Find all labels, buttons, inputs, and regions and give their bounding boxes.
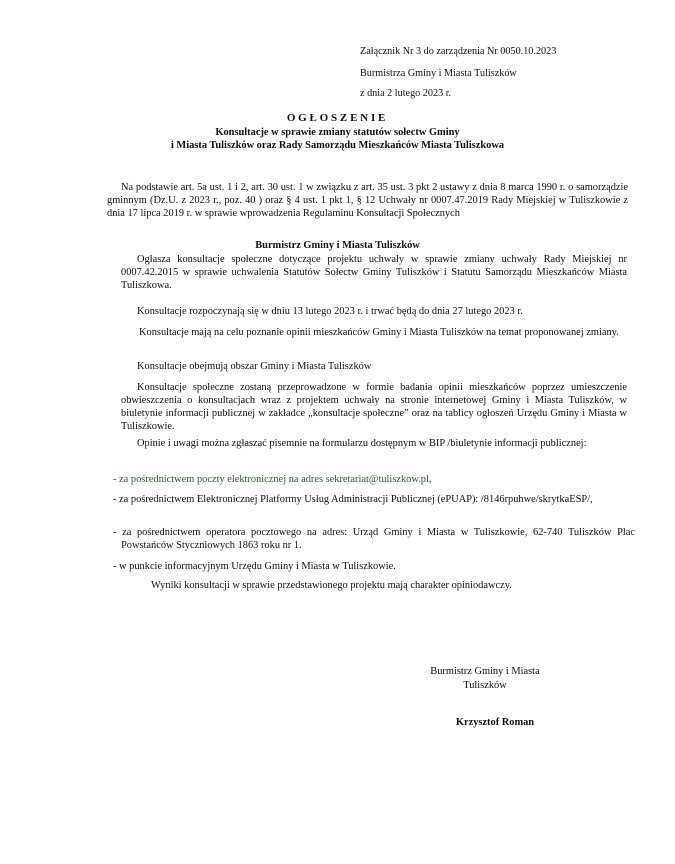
issuer-heading: Burmistrz Gminy i Miasta Tuliszków [255,240,420,251]
signature-name: Krzysztof Roman [455,717,535,728]
paragraph-submission: Opinie i uwagi można zgłaszać pisemnie na formularzu dostępnym w BIP /biuletynie informacji publicznej: [137,438,587,449]
signature-place: Tuliszków [463,680,507,691]
paragraph-area: Konsultacje obejmują obszar Gminy i Miasta Tuliszków [137,361,372,372]
paragraph-announcement: Ogłasza konsultacje społeczne dotyczące projektu uchwały w sprawie zmiany uchwały Rady Miejskiej nr 0007.42.2015 w sprawie uchwalenia Statutów Sołectw Gminy Tuliszków i Statutu Samorządu Mieszkańców Miasta Tuliszkowa. [121,254,627,291]
list-item-post: - za pośrednictwem operatora pocztowego na adres: Urząd Gminy i Miasta w Tuliszkowie, 62-740 Tuliszków Plac Powstańców Styczniowych 1863 roku nr 1. [113,527,635,551]
header-line-2: Burmistrza Gminy i Miasta Tuliszków [360,68,517,79]
subtitle-line-1: Konsultacje w sprawie zmiany statutów sołectw Gminy [215,127,460,138]
legal-basis-text: Na podstawie art. 5a ust. 1 i 2, art. 30 ust. 1 w związku z art. 35 ust. 3 pkt 2 ustawy z dnia 8 marca 1990 r. o samorządzie gminnym (Dz.U. z 2023 r., poz. 40 ) oraz § 4 ust. 1 pkt 1, § 12 Uchwały nr 0007.47.2019 Rady Miejskiej w Tuliszkowie z dnia 17 lipca 2019 r. w sprawie wprowadzenia Regulaminu Konsultacji Społecznych [107,182,628,219]
paragraph-dates: Konsultacje rozpoczynają się w dniu 13 lutego 2023 r. i trwać będą do dnia 27 lutego 2023 r. [137,306,523,317]
signature-title: Burmistrz Gminy i Miasta [430,666,540,677]
list-item-email: - za pośrednictwem poczty elektronicznej na adres sekretariat@tuliszkow.pl, [113,474,432,485]
paragraph-purpose: Konsultacje mają na celu poznanie opinii mieszkańców Gminy i Miasta Tuliszków na temat proponowanej zmiany. [139,327,619,338]
header-line-3: z dnia 2 lutego 2023 r. [360,88,452,99]
subtitle-line-2: i Miasta Tuliszków oraz Rady Samorządu Mieszkańców Miasta Tuliszkowa [170,140,505,151]
header-line-1: Załącznik Nr 3 do zarządzenia Nr 0050.10.2023 [360,46,557,57]
closing-statement: Wyniki konsultacji w sprawie przedstawionego projektu mają charakter opiniodawczy. [151,580,512,591]
paragraph-form: Konsultacje społeczne zostaną przeprowadzone w formie badania opinii mieszkańców poprzez umieszczenie obwieszczenia o konsultacjach wraz z projektem uchwały na stronie internetowej Gminy i Miasta Tuliszków, w biuletynie informacji publicznej w zakładce „konsultacje społeczne” oraz na tablicy ogłoszeń Urzędu Gminy i Miasta w Tuliszkowie. [121,382,627,432]
list-item-info-point: - w punkcie informacyjnym Urzędu Gminy i Miasta w Tuliszkowie. [113,561,396,572]
document-title: OGŁOSZENIE [286,112,389,124]
list-item-epuap: - za pośrednictwem Elektronicznej Platformy Usług Administracji Publicznej (ePUAP): /8146rpuhwe/skrytkaESP/, [113,494,593,505]
